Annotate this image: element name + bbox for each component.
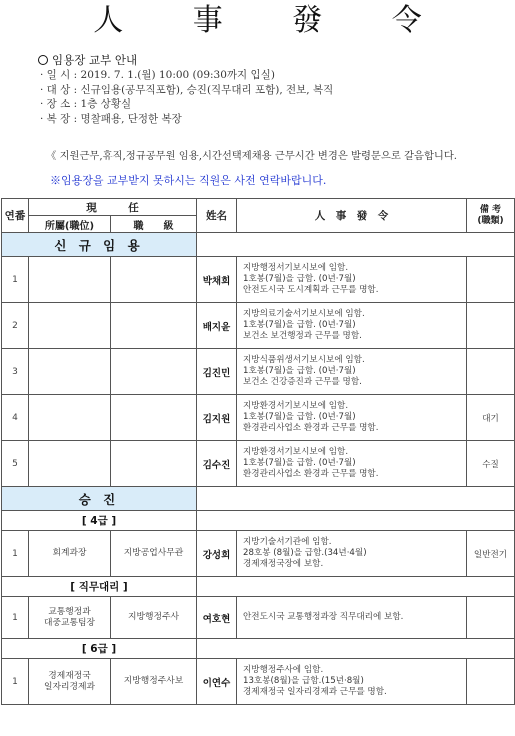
order-line: 1호봉(7월)을 급함. (0년·7월): [243, 320, 356, 330]
row-seq: 2: [2, 303, 29, 349]
notice-line-target: · 대 상 : 신규임용(공무직포함), 승진(직무대리 포함), 전보, 복직: [40, 83, 334, 96]
row-order: [237, 257, 467, 303]
row-dept: [29, 395, 111, 441]
notice-footnote: 《 지원근무,휴직,정규공무원 임용,시간선택제채용 근무시간 변경은 발령문으로 갈음합니다.: [46, 150, 458, 162]
row-seq: 5: [2, 441, 29, 487]
order-line: 13호봉(8월)을 급함.(15년·8월): [243, 676, 364, 686]
order-line: 1호봉(7월)을 급함. (0년·7월): [243, 412, 356, 422]
row-name: 김진민: [197, 349, 237, 395]
row-order: [237, 659, 467, 705]
header-current: 現 任: [29, 199, 197, 216]
row-note: [467, 659, 515, 705]
notice-line-dress: · 복 장 : 명찰패용, 단정한 복장: [40, 112, 182, 125]
order-line: 1호봉(7월)을 급함. (0년·7월): [243, 458, 356, 468]
row-dept: 교통행정과 대중교통팀장: [29, 597, 111, 639]
section-row: [2, 233, 515, 257]
table-body: [2, 233, 515, 705]
table-row: [2, 597, 515, 639]
row-order: [237, 303, 467, 349]
row-rank: [111, 395, 197, 441]
notice-line-place: · 장 소 : 1층 상황실: [40, 98, 132, 110]
header-rank: 職 級: [111, 216, 197, 233]
header-seq: 연番: [2, 199, 29, 233]
order-line: 안전도시국 교통행정과장 직무대리에 보함.: [243, 612, 404, 622]
section-row: [2, 487, 515, 511]
row-name: 배지윤: [197, 303, 237, 349]
row-order: [237, 441, 467, 487]
order-line: 보건소 보건행정과 근무를 명함.: [243, 331, 362, 341]
order-line: 보건소 건강증진과 근무를 명함.: [243, 377, 362, 387]
group-label: [ 직무대리 ]: [2, 577, 197, 597]
table-row: [2, 257, 515, 303]
row-note: [467, 303, 515, 349]
section-spacer: [197, 487, 515, 511]
section-label: 신 규 임 용: [2, 233, 197, 257]
notice-warning: ※임용장을 교부받지 못하시는 직원은 사전 연락바랍니다.: [50, 174, 327, 187]
row-note: 수질: [467, 441, 515, 487]
order-line: 28호봉 (8월)을 급함.(34년·4월): [243, 548, 367, 558]
order-line: 지방환경서기보시보에 임함.: [243, 401, 349, 411]
row-order: [237, 395, 467, 441]
notice-block: [38, 52, 333, 126]
table-row: [2, 349, 515, 395]
row-dept: 경제재정국 일자리경제과: [29, 659, 111, 705]
personnel-table: [1, 198, 515, 705]
group-spacer: [197, 639, 515, 659]
row-dept: 회계과장: [29, 531, 111, 577]
row-name: 김지원: [197, 395, 237, 441]
row-dept: [29, 257, 111, 303]
table-row: [2, 395, 515, 441]
header-note: 備 考 (職類): [467, 199, 515, 233]
row-dept: [29, 441, 111, 487]
order-line: 1호봉(7월)을 급함. (0년·7월): [243, 274, 356, 284]
group-row: [2, 639, 515, 659]
row-seq: 1: [2, 597, 29, 639]
row-seq: 3: [2, 349, 29, 395]
order-line: 경제재정국 일자리경제과 근무를 명함.: [243, 687, 387, 697]
row-name: 박채희: [197, 257, 237, 303]
row-note: [467, 349, 515, 395]
row-note: 대기: [467, 395, 515, 441]
order-line: 지방기술서기관에 임함.: [243, 537, 332, 547]
row-dept: [29, 303, 111, 349]
row-name: 김수진: [197, 441, 237, 487]
notice-line-date: · 일 시 : 2019. 7. 1.(월) 10:00 (09:30까지 입실): [40, 69, 275, 81]
row-rank: 지방공업사무관: [111, 531, 197, 577]
group-row: [2, 511, 515, 531]
circle-icon: [38, 55, 48, 65]
row-name: 여호현: [197, 597, 237, 639]
table-row: [2, 531, 515, 577]
notice-heading: [38, 52, 333, 68]
section-spacer: [197, 233, 515, 257]
row-rank: [111, 303, 197, 349]
table-row: [2, 303, 515, 349]
row-name: 이연수: [197, 659, 237, 705]
header-dept: 所屬(職位): [29, 216, 111, 233]
header-name: 姓名: [197, 199, 237, 233]
row-rank: [111, 257, 197, 303]
group-row: [2, 577, 515, 597]
table-row: [2, 441, 515, 487]
row-seq: 4: [2, 395, 29, 441]
row-name: 강성희: [197, 531, 237, 577]
row-dept: [29, 349, 111, 395]
order-line: 지방행정주사에 임함.: [243, 665, 324, 675]
row-order: [237, 531, 467, 577]
row-seq: 1: [2, 659, 29, 705]
order-line: 지방환경서기보시보에 임함.: [243, 447, 349, 457]
header-order: 人 事 發 令: [237, 199, 467, 233]
row-rank: 지방행정주사보: [111, 659, 197, 705]
group-label: [ 6급 ]: [2, 639, 197, 659]
order-line: 환경관리사업소 환경과 근무를 명함.: [243, 469, 379, 479]
row-seq: 1: [2, 257, 29, 303]
row-rank: 지방행정주사: [111, 597, 197, 639]
order-line: 지방식품위생서기보시보에 임함.: [243, 355, 365, 365]
order-line: 안전도시국 도시계획과 근무를 명함.: [243, 285, 379, 295]
order-line: 경제재정국장에 보함.: [243, 559, 324, 569]
row-rank: [111, 349, 197, 395]
order-line: 환경관리사업소 환경과 근무를 명함.: [243, 423, 379, 433]
order-line: 1호봉(7월)을 급함. (0년·7월): [243, 366, 356, 376]
page-title: 人 事 發 令: [93, 3, 452, 38]
notice-heading-text: 임용장 교부 안내: [52, 53, 138, 67]
section-label: 승 진: [2, 487, 197, 511]
row-note: 일반전기: [467, 531, 515, 577]
row-note: [467, 597, 515, 639]
table-row: [2, 659, 515, 705]
row-seq: 1: [2, 531, 29, 577]
row-order: [237, 597, 467, 639]
group-label: [ 4급 ]: [2, 511, 197, 531]
row-rank: [111, 441, 197, 487]
group-spacer: [197, 577, 515, 597]
order-line: 지방의료기술서기보시보에 임함.: [243, 309, 365, 319]
order-line: 지방행정서기보시보에 임함.: [243, 263, 349, 273]
row-order: [237, 349, 467, 395]
group-spacer: [197, 511, 515, 531]
row-note: [467, 257, 515, 303]
